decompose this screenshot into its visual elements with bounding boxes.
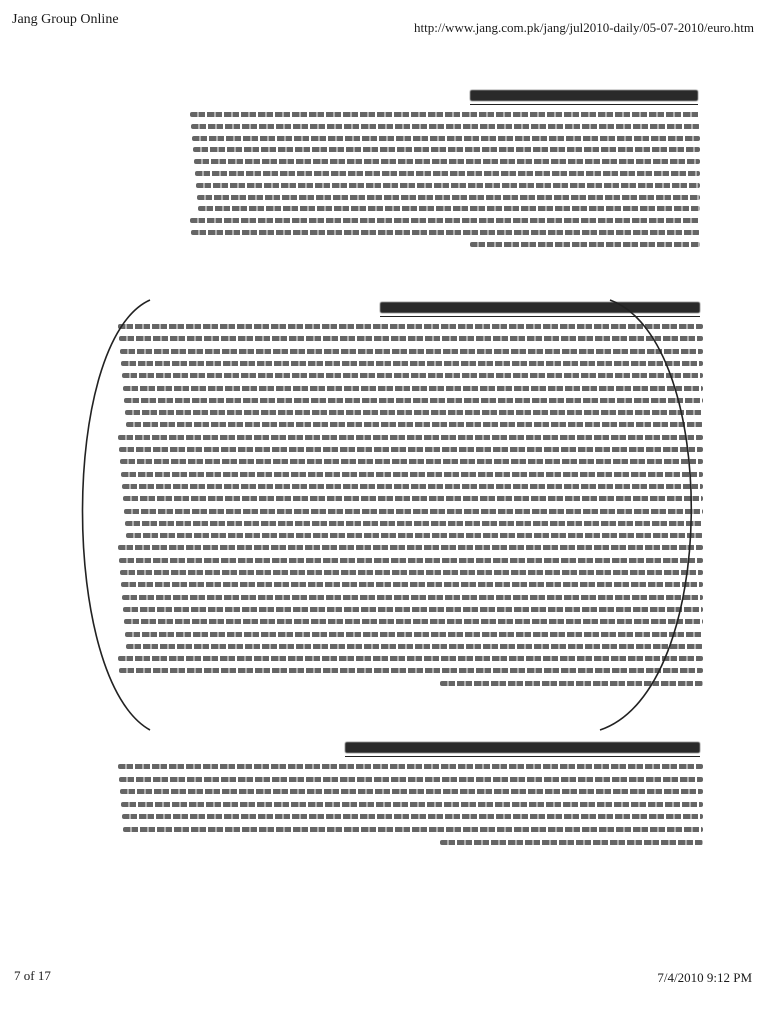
article-2-body-line — [124, 619, 703, 624]
article-2-body-line — [119, 668, 703, 673]
source-name: Jang Group Online — [12, 12, 119, 27]
article-2-body-line — [121, 582, 703, 587]
article-1-body-line — [191, 124, 700, 129]
article-2-body-line — [119, 558, 703, 563]
article-2-body-line — [121, 361, 703, 366]
article-1-body-line — [190, 218, 700, 223]
article-2-body-line — [119, 336, 703, 341]
article-2-body-line — [126, 422, 703, 427]
article-3-headline — [345, 742, 700, 753]
article-2-body-line — [126, 644, 703, 649]
article-1-headline — [470, 90, 698, 101]
source-url: http://www.jang.com.pk/jang/jul2010-daily/05-07-2010/euro.htm — [414, 20, 754, 35]
article-3-body-line — [123, 827, 703, 832]
article-2-body-line — [118, 435, 703, 440]
article-3-headline-rule — [345, 756, 700, 757]
article-2-headline — [380, 302, 700, 313]
article-1-body-line — [190, 112, 700, 117]
article-1-body-line — [196, 183, 700, 188]
article-2-body-line — [125, 410, 703, 415]
article-2-body-line — [119, 447, 703, 452]
article-2-body-line — [118, 656, 703, 661]
article-3-body-line — [122, 814, 703, 819]
article-3-body-line — [119, 777, 703, 782]
article-3-body-line — [118, 764, 703, 769]
article-1-body-line — [192, 136, 700, 141]
article-2-headline-rule — [380, 316, 700, 317]
article-2-body-line — [122, 595, 703, 600]
article-2-body-line — [120, 459, 703, 464]
article-2-body-line — [122, 484, 703, 489]
article-2-body-line — [126, 533, 703, 538]
article-2-body-line — [123, 386, 703, 391]
article-2-body-line — [123, 607, 703, 612]
article-3-body-line — [121, 802, 703, 807]
article-2-body-line — [118, 324, 703, 329]
article-2-body-line — [125, 632, 703, 637]
article-1-body-line — [195, 171, 700, 176]
article-2-body-line — [440, 681, 703, 686]
article-2-body-line — [123, 496, 703, 501]
article-2-body-line — [118, 545, 703, 550]
article-2-body-line — [120, 349, 703, 354]
article-2-body-line — [125, 521, 703, 526]
article-2-body-line — [124, 509, 703, 514]
article-1-body-line — [198, 206, 700, 211]
print-timestamp: 7/4/2010 9:12 PM — [657, 970, 752, 985]
article-3-body-line — [120, 789, 703, 794]
article-1-body-line — [470, 242, 700, 247]
article-1-body-line — [191, 230, 700, 235]
article-1-headline-rule — [470, 104, 698, 105]
article-1-body-line — [193, 147, 700, 152]
article-2-body-line — [124, 398, 703, 403]
article-1-body-line — [197, 195, 700, 200]
article-3-body-line — [440, 840, 703, 845]
page-number: 7 of 17 — [14, 968, 51, 983]
article-1-body-line — [194, 159, 700, 164]
article-2-body-line — [122, 373, 703, 378]
article-2-body-line — [121, 472, 703, 477]
article-2-body-line — [120, 570, 703, 575]
